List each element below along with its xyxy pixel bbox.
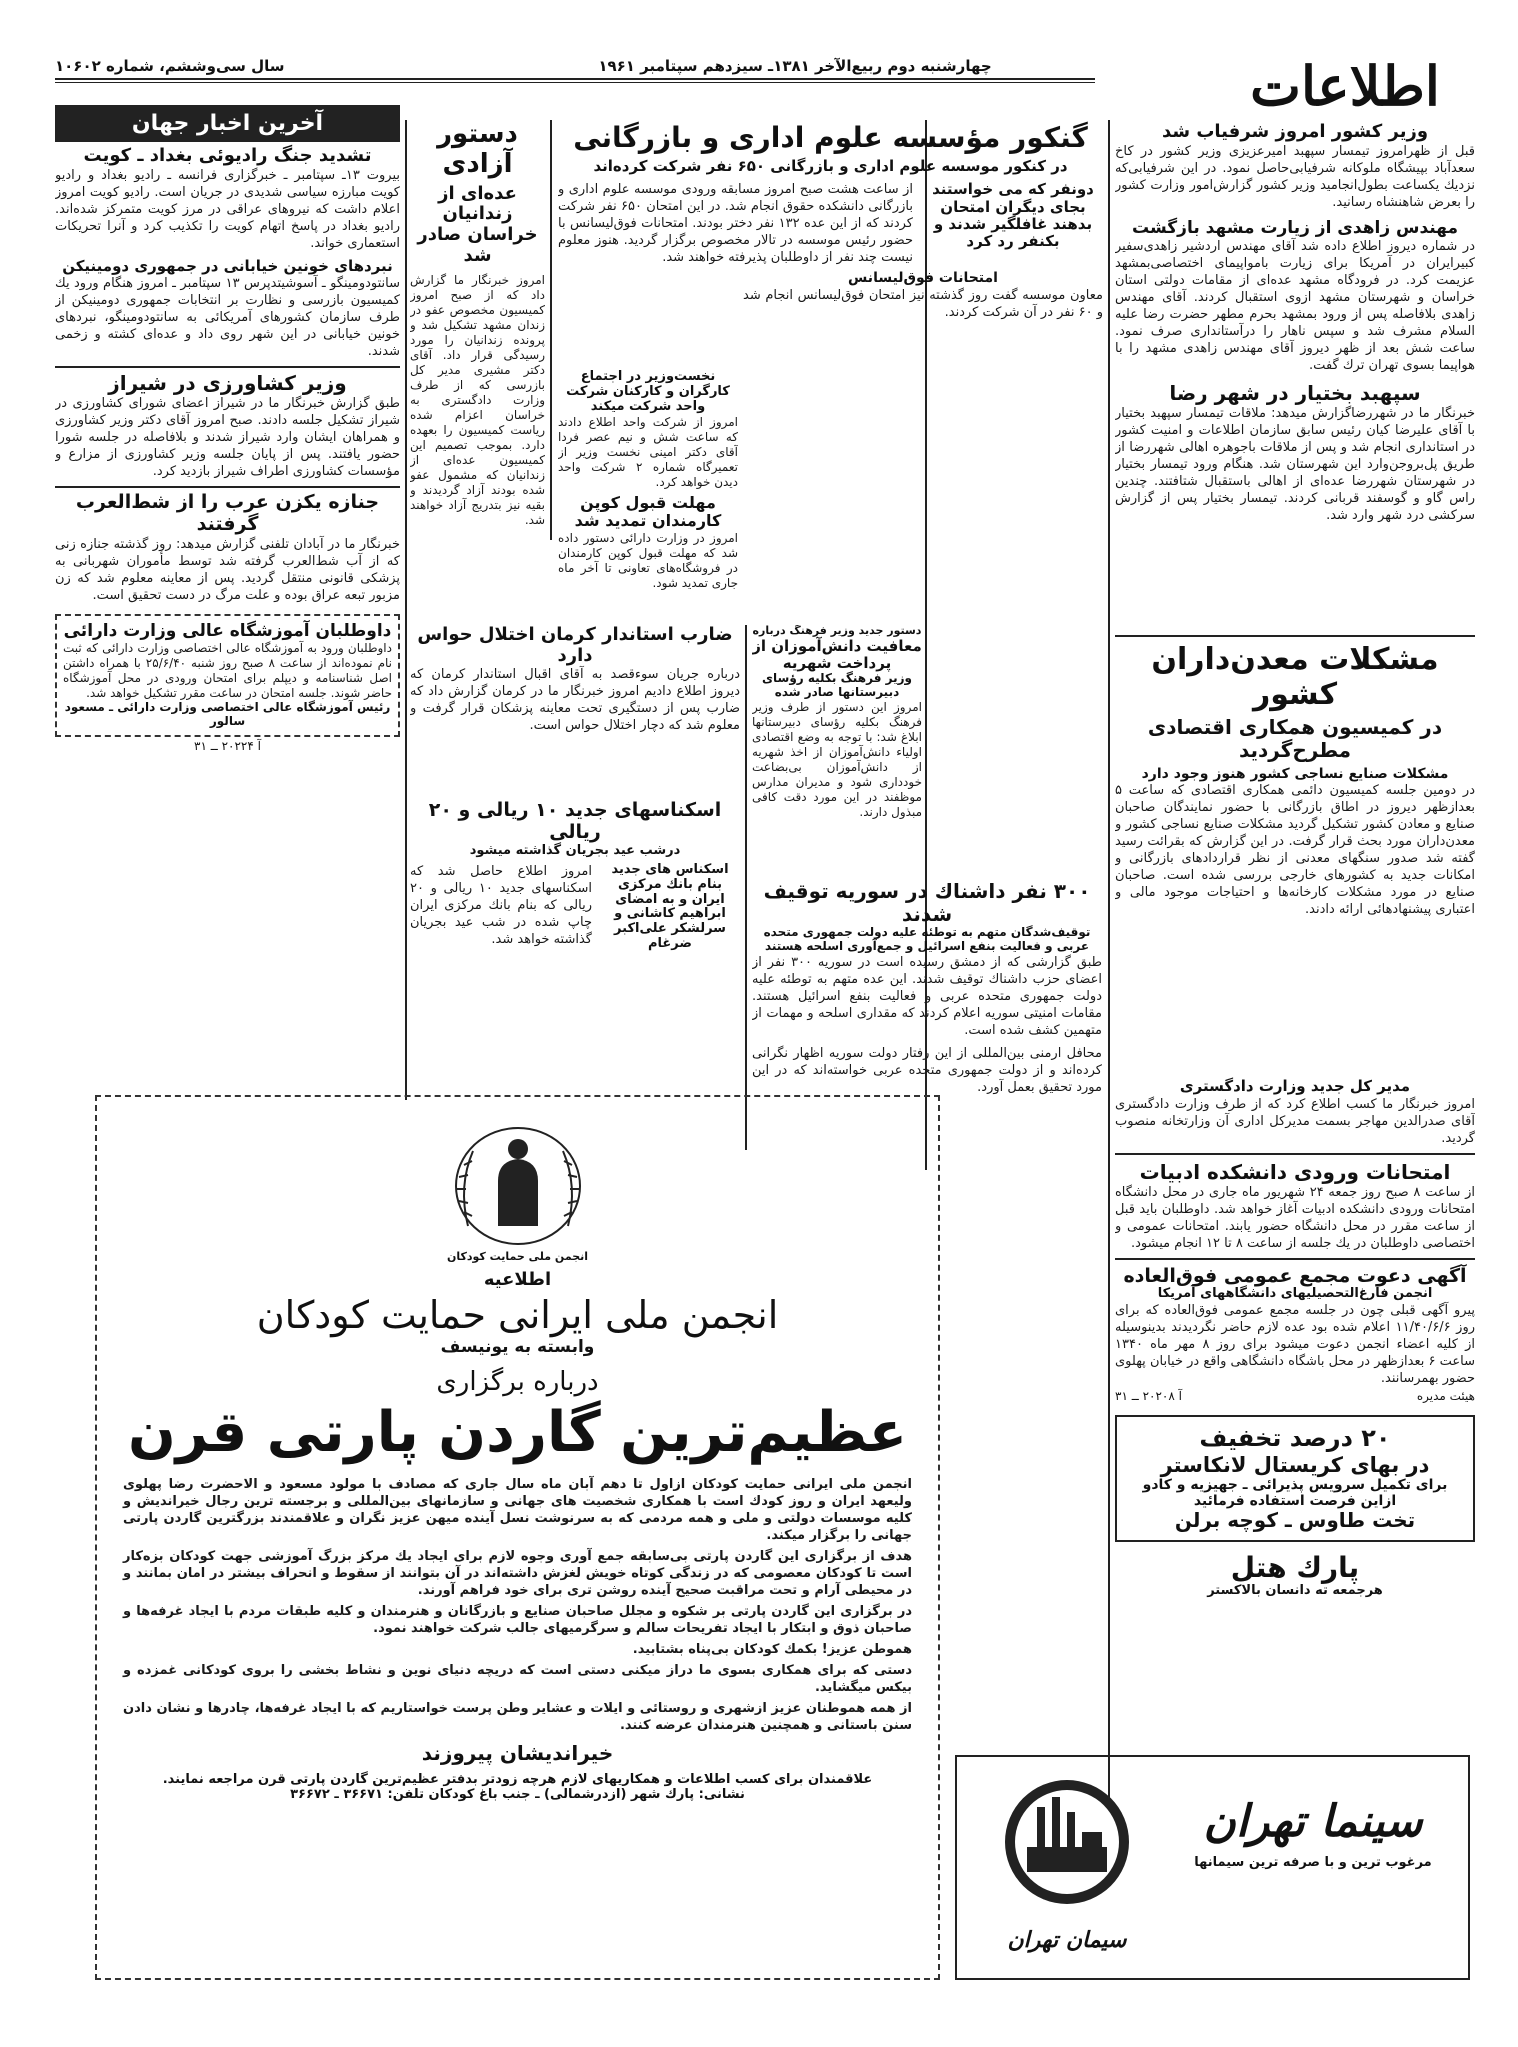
divider <box>1115 1153 1475 1155</box>
headline: مدیر کل جدید وزارت دادگستری <box>1179 1077 1411 1096</box>
article-text: امروز این دستور از طرف وزیر فرهنگ بکلیه رؤسای دبیرستانها ابلاغ شد: با توجه به وضع اقتصادی اولیاء دانش‌آموزان از اخذ شهریه از دانش‌آموزان بی‌بضاعت خودداری شود و مدیران مدارس موظفند در این مورد دقت کافی مبذول دارند. <box>752 699 922 819</box>
article-text: خبرنگار ما در آبادان تلفنی گزارش میدهد: روز گذشته جنازه زنی که از آب شط‌العرب گرفته شد توسط مأموران شهربانی به پزشکی قانونی منتقل گردید. پس از معاینه معلوم شد که زن مزبور تبعه عراق بوده و علت مرگ در دست تحقیق است. <box>55 536 400 603</box>
ad-emblem <box>123 1111 912 1251</box>
hotel-name: پارك هتل <box>1230 1551 1360 1585</box>
ad-slogan: خیراندیشان پیروزند <box>421 1740 614 1765</box>
brand-tagline: مرغوب ترین و با صرفه ترین سیمانها <box>1194 1854 1432 1870</box>
column-rule <box>1108 120 1110 1850</box>
center-stories <box>558 370 738 620</box>
charity-ad <box>95 1095 940 1980</box>
article-text: بیروت ۱۳ـ سپتامبر ـ خبرگزاری فرانسه ـ رادیو بغداد و رادیو کویت مبارزه سیاسی شدیدی در جریان است. رادیو کویت امروز اعلام داشت که نیروهای عراقی در مرز کویت متمرکز شده‌اند. رادیو بغداد در پاسخ اتهام کویت را تکذیب کرد و آنرا تحریکات استعماری خواند. <box>55 167 400 251</box>
divider <box>1115 635 1475 637</box>
headline: ۳۰۰ نفر داشناك در سوریه توقیف شدند <box>763 880 1091 926</box>
column-right <box>1115 120 1475 1990</box>
side-headline: دونفر که می خواستند بجای دیگران امتحان بدهند غافلگیر شدند و بکنفر رد کرد <box>932 180 1094 251</box>
headline: مشکلات معدن‌داران کشور <box>1151 642 1439 712</box>
unicef-emblem-icon <box>438 1111 598 1251</box>
article-text: امروز در وزارت دارائی دستور داده شد که مهلت قبول کوپن کارمندان در فروشگاه‌های تعاونی تا آخر ماه جاری تمدید شود. <box>558 530 738 590</box>
emblem-caption: انجمن ملی حمایت کودکان <box>446 1250 589 1263</box>
ad-org-sub: وابسته به یونیسف <box>440 1337 595 1358</box>
subheadline: انجمن فارغ‌التحصیلیهای دانشگاههای آمریکا <box>1157 1286 1433 1302</box>
article-text: امروز اطلاع حاصل شد که اسکناسهای جدید ۱۰ ریالی و ۲۰ ریالی که بنام بانك مرکزی ایران چاپ شده در شب عید بجریان گذاشته خواهد شد. <box>410 863 592 947</box>
headline: امتحانات ورودی دانشکده ادبیات <box>1139 1159 1451 1184</box>
column-rule <box>405 120 407 1100</box>
story-tuition <box>752 625 922 875</box>
ad-title: داوطلبان آموزشگاه عالی وزارت دارائی <box>63 620 392 641</box>
story-kerman <box>410 625 740 790</box>
ad-title: ۲۰ درصد تخفیف <box>1199 1424 1391 1453</box>
ad-paragraph: هدف از برگزاری این گاردن پارتی بی‌سابقه جمع آوری وجوه لازم برای ایجاد یك مرکز بزرگ آموزشی جهت کودکان بزه‌کار است تا کودکان معصومی که در زندگی کوتاه خویش لغزش داشته‌اند در آن بتوانند از سقوط و انحراف بیشتر در امان بمانند و در محیطی آرام و تحت مراقبت صحیح آینده روشن تری برای خود فراهم آورند. <box>123 1548 912 1598</box>
subheadline: درشب عید بجریان گذاشته میشود <box>469 842 681 858</box>
subheadline: در کنکور موسسه علوم اداری و بازرگانی ۶۵۰ نفر شرکت کرده‌اند <box>593 157 1068 176</box>
headline: نخست‌وزیر در اجتماع کارگران و کارکنان شرکت واحد شرکت میکند <box>566 370 730 414</box>
headline: آگهی دعوت مجمع عمومی فوق‌العاده <box>1123 1264 1467 1287</box>
ad-code: آ ۲۰۲۲۴ ــ ۳۱ <box>194 739 261 754</box>
headline: مهندس زاهدی از زیارت مشهد بازگشت <box>1132 217 1458 238</box>
ad-signature: هیئت مدیره <box>1416 1389 1475 1404</box>
masthead-rule <box>55 78 1095 80</box>
article-body <box>558 181 1103 266</box>
date-line: چهارشنبه دوم ربیع‌الآخر ۱۳۸۱ـ سیزدهم سپتامبر ۱۹۶۱ <box>598 57 992 75</box>
article-text: امروز خبرنگار ما کسب اطلاع کرد که از طرف وزارت دادگستری آقای صدرالدین مهاجر بسمت مدیرکل اداری آن وزارتخانه منصوب گردید. <box>1115 1096 1475 1146</box>
ad-line: ازاین فرصت استفاده فرمائید <box>1193 1493 1397 1510</box>
article-text: سانتودومینگو ـ آسوشیتدپرس ۱۳ سپتامبر ـ امروز هنگام ورود یك کمیسیون بازرسی و نظارت بر انتخابات جمهوری دومینیکن از طرف سازمان کشورهای آمریکائی به سانتودومینگو، نبردهای خونین خیابانی در این شهر روی داد و عده‌ای کشته و زخمی شدند. <box>55 276 400 360</box>
article-text: درباره جریان سوءقصد به آقای اقبال استاندار کرمان که دیروز اطلاع دادیم امروز خبرنگار ما در کرمان گزارش داد که ضارب پس از دستگیری تحت معاینه پزشکان قرار گرفت و معلوم شد که دچار اختلال حواس است. <box>410 667 740 734</box>
article-text: از ساعت ۸ صبح روز جمعه ۲۴ شهریور ماه جاری در محل دانشگاه امتحانات ورودی دانشکده ادبیات آغاز خواهد شد. داوطلبان باید قبل از ساعت مقرر در محل دانشگاه حضور یابند. امتحانات عمومی و اختصاصی داوطلبان در یك جلسه از ساعت ۸ تا ۱۲ انجام میشود. <box>1115 1184 1475 1251</box>
headline: اسکناسهای جدید ۱۰ ریالی و ۲۰ ریالی <box>428 800 722 843</box>
headline: معافیت دانش‌آموزان از پرداخت شهریه <box>752 636 922 672</box>
article-text: محافل ارمنی بین‌المللی از این رفتار دولت سوریه اظهار نگرانی کرده‌اند و از دولت جمهوری متحده عربی خواسته‌اند که در این مورد تحقیق بعمل آورد. <box>752 1045 1102 1095</box>
story-banknotes <box>410 800 740 1100</box>
headline: جنازه یکزن عرب را از شط‌العرب گرفتند <box>75 491 380 536</box>
side-headline: اسکناس های جدید بنام بانك مرکزی ایران و به امضای ابراهیم کاشانی و سرلشکر علی‌اکبر ضرغام <box>611 861 729 952</box>
ad-title: عظیم‌ترین گاردن پارتی قرن <box>128 1400 907 1466</box>
cement-ad <box>955 1755 1470 1980</box>
issue-line: سال سی‌وششم، شماره ۱۰۶۰۲ <box>55 57 285 75</box>
ad-line: برای تکمیل سرویس پذیرائی ـ جهیزیه و کادو <box>1142 1477 1448 1494</box>
newspaper-logo: اطلاعات <box>1250 55 1440 118</box>
headline: مهلت قبول کوپن کارمندان تمدید شد <box>574 492 722 531</box>
article-text: طبق گزارشی که از دمشق رسیده است در سوریه ۳۰۰ نفر از اعضای حزب داشناك توقیف شدند. این عده متهم به توطئه علیه دولت جمهوری متحده عربی و فعالیت بنفع اسرائیل هستند. مقامات امنیتی سوریه اعلام کردند که مقداری اسلحه و مهمات از متهمین کشف شده است. <box>752 954 1102 1038</box>
article-text: امروز خبرنگار ما گزارش داد که از صبح امروز کمیسیون مخصوص عفو در زندان مشهد تشکیل شد و پرونده زندانیان را مورد رسیدگی قرار داد. آقای دکتر مشیری مدیر کل بازرسی که از طرف وزارت دادگستری به خراسان اعزام شده ریاست کمیسیون را بعهده دارد. بموجب تصمیم این کمیسیون عده‌ای از زندانیان که مشمول عفو شده بودند آزاد گردیدند و بقیه نیز بتدریج آزاد خواهند شد. <box>410 272 545 527</box>
article-text: پیرو آگهی قبلی چون در جلسه مجمع عمومی فوق‌العاده که برای روز ۱۱/۴۰/۶/۶ اعلام شده بود عده لازم حاضر نگردیدند بدینوسیله از کلیه اعضاء انجمن دعوت میشود برای روز ۸ مهر ماه ۱۳۴۰ ساعت ۶ بعدازظهر در محل باشگاه دانشگاهی واقع در خیابان پهلوی حضور بهمرسانند. <box>1115 1303 1475 1387</box>
headline: گنکور مؤسسه علوم اداری و بازرگانی <box>573 121 1088 154</box>
ad-paragraph: در برگزاری این گاردن پارتی بر شکوه و مجلل صاحبان صنایع و بازرگانان و هنرمندان و کلیه طبقات مردم با ایجاد غرفه‌ها و صاحبان ذوق و ابتکار با ایجاد تفریحات سالم و سرگرمیهای جالب شرکت خواهند نمود. <box>123 1603 912 1636</box>
brand-name: سینما تهران <box>1203 1797 1423 1847</box>
ad-paragraph: انجمن ملی ایرانی حمایت کودکان ازاول تا دهم آبان ماه سال جاری که مصادف با مولود مسعود و الاحضرت رضا پهلوی ولیعهد ایران و روز کودك است با همکاری شخصیت های جهانی و سازمانهای بین‌المللی و برجسته ترین رجال خیراندیش و کلیه موسسات دولتی و ملی و همه مردمی که به سرنوشت نسل آینده میهن عزیز نگران و علاقمندند بزرگترین گاردن پارتی جهانی را برگزار میکند. <box>123 1476 912 1543</box>
ad-footer <box>1115 1389 1475 1403</box>
ad-footer: علاقمندان برای کسب اطلاعات و همکاریهای لازم هرچه زودتر بدفتر عظیم‌ترین گاردن پارتی قرن مراجعه نمایند. <box>162 1771 873 1787</box>
divider <box>1115 1258 1475 1260</box>
ad-heading: اطلاعیه <box>483 1268 552 1290</box>
headline: تشدید جنگ رادیوئی بغداد ـ کویت <box>83 145 372 167</box>
article-text: از ساعت هشت صبح امروز مسابقه ورودی موسسه علوم اداری و بازرگانی دانشکده حقوق انجام شد. در این امتحان ۶۵۰ نفر شرکت کردند که از این عده ۱۳۲ نفر دختر بودند. امتحانات فوق‌لیسانس با حضور رئیس موسسه در تالار مخصوص برگزار گردید. هنوز معلوم نیست چند نفر از داوطلبان پذیرفته خواهند شد. <box>558 182 914 266</box>
finance-school-ad <box>55 614 400 737</box>
headline: امتحانات فوق‌لیسانس <box>848 270 998 287</box>
headline: سپهبد بختیار در شهر رضا <box>1169 381 1421 406</box>
masthead-rule-2 <box>55 82 1095 83</box>
subheadline: در کمیسیون همکاری اقتصادی مطرح‌گردید <box>1147 715 1443 763</box>
article-text: خبرنگار ما در شهررضاگزارش میدهد: ملاقات تیمسار سپهبد بختیار با آقای علیرضا کیان رئیس سابق سازمان اطلاعات و امنیت کشور در استانداری انجام شد و پس از ملاقات باجوهره اهالی شهررضا از طریق پل‌بروجن‌وارد این شهرستان شد. هنگام ورود تیمسار بختیار در شهرستان شهررضا عده‌ای از اهالی باستقبال شتافتند. چندین راس گاو و گوسفند قربانی کردند. تیمسار بختیار پس از گزارش سرکشی درد شهر وارد شد. <box>1115 406 1475 524</box>
headline: نبردهای خونین خیابانی در جمهوری دومینیکن <box>62 256 393 275</box>
factory-icon <box>982 1772 1152 1922</box>
ad-about: درباره برگزاری <box>436 1366 599 1397</box>
subheadline: توقیف‌شدگان متهم به توطئه علیه دولت جمهوری متحده عربی و فعالیت بنفع اسرائیل و جمع‌آوری اسلحه هستند <box>763 925 1091 953</box>
ad-line: در بهای کریستال لانکاستر <box>1160 1452 1430 1477</box>
column-left <box>55 105 400 1065</box>
subheadline: وزیر فرهنگ بکلیه رؤسای دبیرستانها صادر شده <box>762 671 912 699</box>
article-text: طبق گزارش خبرنگار ما در شیراز اعضای شورای کشاورزی در شیراز تشکیل جلسه دادند. صبح امروز آقای دکتر وزیر کشاورزی و همراهان ایشان وارد شیراز شدند و بلافاصله در جلسه شورا حضور یافتند. پس از پایان جلسه وزیر کشاورزی از مزارع و مؤسسات کشاورزی اطراف شیراز بازدید کرد. <box>55 396 400 480</box>
ad-text: داوطلبان ورود به آموزشگاه عالی اختصاصی وزارت دارائی که ثبت نام نموده‌اند از ساعت ۸ صبح روز شنبه ۲۵/۶/۴۰ با همراه داشتن اصل شناسنامه و دیپلم برای امتحان ورودی در محل آموزشگاه حاضر شوند. جلسه امتحان در ساعت مقرر تشکیل خواهد شد. <box>63 641 393 701</box>
article-text: امروز از شرکت واحد اطلاع دادند که ساعت شش و نیم عصر فردا آقای دکتر امینی نخست وزیر از تعمیرگاه شماره ۲ شرکت واحد دیدن خواهد کرد. <box>558 414 738 489</box>
ad-address: نشانی: پارك شهر (ازدرشمالی) ـ جنب باغ کودکان تلفن: ۳۶۶۷۱ ـ ۳۶۶۷۲ <box>290 1786 745 1802</box>
headline: ضارب استاندار کرمان اختلال حواس دارد <box>417 625 733 666</box>
article-text: در دومین جلسه کمیسیون دائمی همکاری اقتصادی که ساعت ۵ بعدازظهر دیروز در اطاق بازرگانی با حضور نمایندگان صاحبان صنایع و معادن کشور تشکیل گردید مشکلات صنایع نساجی کشور و معدن‌داران مورد بحث قرار گرفت. در این گزارش که بقرائت رسید گفته شد صدور سنگهای معدنی از نظر قراردادهای بازرگانی و امکانات جدید به کشورهای خارجی بررسی شده است. صاحبان صنایع در مورد مشکلات کارخانه‌ها و احتیاجات موجود مالی و اعتباری پیشنهادهائی ارائه دادند. <box>1115 783 1475 918</box>
logo-text: سیمان تهران <box>1007 1928 1127 1953</box>
ad-paragraph: دستی که برای همکاری بسوی ما دراز میکنی دستی است که دریچه دنیای نوین و نشاط بخشی را بروی کودکانی غمزده و بیکس میگشاید. <box>123 1662 912 1695</box>
ad-paragraph: از همه هموطنان عزیز ازشهری و روستائی و ایلات و عشایر وطن پرست خواستاریم که با ایجاد غرفه‌ها، چادرها و نشان دادن سنن باستانی و همچنین هنرمندان عرضه کنند. <box>123 1700 912 1733</box>
subheadline: مشکلات صنایع نساجی کشور هنوز وجود دارد <box>1141 766 1449 783</box>
article-body <box>410 863 740 953</box>
section-header: آخرین اخبار جهان <box>55 105 400 142</box>
hotel-subtitle: هرجمعه ته دانسان بالاکستر <box>1207 1583 1383 1599</box>
divider <box>55 486 400 488</box>
ad-org: انجمن ملی ایرانی حمایت کودکان <box>256 1293 779 1338</box>
crystal-ad <box>1115 1415 1475 1542</box>
sidebar-box <box>923 181 1103 266</box>
ad-code: آ ۲۰۲۰۸ ــ ۳۱ <box>1115 1389 1182 1404</box>
headline: دستور آزادی <box>437 120 518 179</box>
article-text: در شماره دیروز اطلاع داده شد آقای مهندس اردشیر زاهدی‌سفیر کبیرایران در آمریکا برای زیارت بامواپیمای اختصاصی‌بمشهد عزیمت کرد. در فرودگاه مشهد عده‌ای از مقامات دولتی استان خراسان و شهرستان مشهد ازوی استقبال کردند. آقای مهندس زاهدی بلافاصله پس از ورود بمشهد بحرم مطهر حضرت رضا علیه السلام مشرف شد و سپس ناهار را درآستانداری صرف نمود. ساعت شش بعد از ظهر دیروز آقای مهندس زاهدی مشهد را با هواپیما بسوی تهران ترك گفت. <box>1115 239 1475 374</box>
cement-logo <box>982 1772 1152 1967</box>
ad-signature: رئیس آموزشگاه عالی اختصاصی وزارت دارائی ـ مسعود سالور <box>64 700 391 729</box>
divider <box>55 366 400 368</box>
cement-brand <box>1178 1797 1448 1947</box>
ad-paragraph: هموطن عزیز! بکمك کودکان بی‌پناه بشتابید. <box>632 1641 912 1657</box>
subheadline: عده‌ای از زندانیان خراسان صادر شد <box>417 182 538 266</box>
headline-kicker: دستور جدید وزیر فرهنگ درباره <box>752 625 922 637</box>
column-center-left <box>410 120 545 620</box>
headline: وزیر کشاورزی در شیراز <box>108 371 347 396</box>
article-text: قبل از ظهرامروز تیمسار سپهبد امیرعزیزی وزیر کشور در کاخ سعدآباد بپیشگاه ملوکانه شرفیابی‌حاصل نمود. در این شرفیابی‌که نزدیك یکساعت بطول‌انجامید وزیر کشور گزارش‌امور وزارت کشور را بعرض شاهنشاه رسانید. <box>1115 143 1475 210</box>
article-text: معاون موسسه گفت روز گذشته نیز امتحان فوق‌لیسانس انجام شد و ۶۰ نفر در آن شرکت کردند. <box>743 287 1103 320</box>
column-rule <box>550 120 552 540</box>
ad-line: تخت طاوس ـ کوچه برلن <box>1174 1508 1416 1533</box>
headline: وزیر کشور امروز شرفیاب شد <box>1161 121 1429 142</box>
